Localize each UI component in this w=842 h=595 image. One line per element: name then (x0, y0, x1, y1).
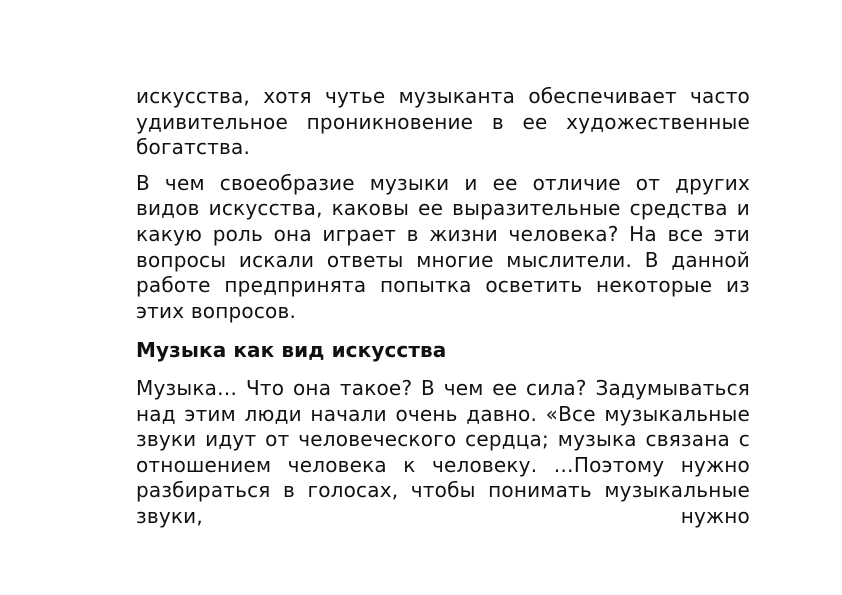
document-page (136, 84, 750, 540)
paragraph-3: Музыка… Что она такое? В чем ее сила? Задумываться над этим люди начали очень давно. «Все музыкальные звуки идут от человеческого сердца; музыка связана с отношением человека к человеку. …Поэтому нужно разбираться в голосах, чтобы понимать музыкальные звуки, нужно (136, 375, 750, 528)
paragraph-1: искусства, хотя чутье музыканта обеспечивает часто удивительное проникновение в ее художественные богатства. (136, 84, 750, 160)
paragraph-2: В чем своеобразие музыки и ее отличие от других видов искусства, каковы ее выразительные средства и какую роль она играет в жизни человека? На все эти вопросы искали ответы многие мыслители. В данной работе предпринята попытка осветить некоторые из этих вопросов. (136, 170, 750, 323)
section-heading: Музыка как вид искусства (136, 338, 447, 363)
